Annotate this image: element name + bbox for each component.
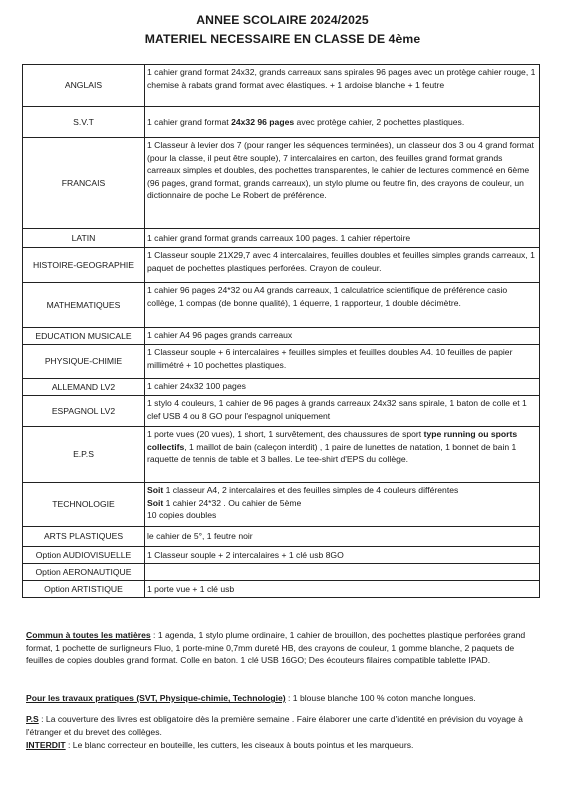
subject-cell: MATHEMATIQUES xyxy=(23,283,145,328)
supplies-cell: 1 porte vue + 1 clé usb xyxy=(145,581,540,598)
subject-cell: ALLEMAND LV2 xyxy=(23,379,145,396)
subject-cell: ESPAGNOL LV2 xyxy=(23,396,145,427)
table-row xyxy=(23,345,540,379)
subject-cell: ARTS PLASTIQUES xyxy=(23,527,145,547)
table-row xyxy=(23,107,540,138)
subject-cell: E.P.S xyxy=(23,427,145,483)
table-row xyxy=(23,527,540,547)
ps-note: P.S : La couverture des livres est obligatoire dès la première semaine . Faire élaborer une carte d'identité en prévision du voyage à l'étranger et du brevet des collèges. xyxy=(26,714,523,737)
supplies-cell: le cahier de 5°, 1 feutre noir xyxy=(145,527,540,547)
supplies-cell: 1 Classeur souple + 2 intercalaires + 1 clé usb 8GO xyxy=(145,547,540,564)
table-row xyxy=(23,283,540,328)
subject-cell: EDUCATION MUSICALE xyxy=(23,328,145,345)
table-row xyxy=(23,427,540,483)
table-row xyxy=(23,396,540,427)
table-row xyxy=(23,248,540,283)
subject-cell: S.V.T xyxy=(23,107,145,138)
supplies-cell: 1 cahier 24x32 100 pages xyxy=(145,379,540,396)
supplies-cell: 1 stylo 4 couleurs, 1 cahier de 96 pages à grands carreaux 24x32 sans spirale, 1 baton de colle et 1 clef USB 4 ou 8 GO pour l'espagnol uniquement xyxy=(145,396,540,427)
page-title: MATERIEL NECESSAIRE EN CLASSE DE 4ème xyxy=(144,32,421,46)
subject-cell: ANGLAIS xyxy=(23,65,145,107)
supplies-cell: 1 cahier grand format 24x32, grands carreaux sans spirales 96 pages avec un protège cahier rouge, 1 chemise à rabats grand format avec élastiques. + 1 ardoise blanche + 1 feutre xyxy=(145,65,540,107)
supplies-cell: Soit 1 classeur A4, 2 intercalaires et des feuilles simples de 4 couleurs différentes Soit 1 cahier 24*32 . Ou cahier de 5ème 10 copies doubles xyxy=(145,483,540,527)
forbidden-note: INTERDIT : Le blanc correcteur en bouteille, les cutters, les ciseaux à bouts pointus et les marqueurs. xyxy=(26,740,414,750)
subject-cell: TECHNOLOGIE xyxy=(23,483,145,527)
school-year-heading: ANNEE SCOLAIRE 2024/2025 xyxy=(196,13,369,27)
table-row xyxy=(23,547,540,564)
supplies-cell: 1 porte vues (20 vues), 1 short, 1 survêtement, des chaussures de sport type running ou sports collectifs, 1 maillot de bain (caleçon interdit) , 1 paire de lunettes de natation, 1 bonnet de bain 1 raquette de tennis de table et 3 balles. Le tee-shirt d'EPS du collège. xyxy=(145,427,540,483)
table-row xyxy=(23,564,540,581)
subject-cell: Option ARTISTIQUE xyxy=(23,581,145,598)
supplies-cell: 1 cahier grand format 24x32 96 pages avec protège cahier, 2 pochettes plastiques. xyxy=(145,107,540,138)
table-row xyxy=(23,483,540,527)
table-row xyxy=(23,65,540,107)
subject-cell: Option AERONAUTIQUE xyxy=(23,564,145,581)
table-row xyxy=(23,379,540,396)
supplies-cell: 1 Classeur souple 21X29,7 avec 4 intercalaires, feuilles doubles et feuilles simples grands carreaux, 1 paquet de pochettes plastiques perforées. Crayon de couleur. xyxy=(145,248,540,283)
subject-cell: PHYSIQUE-CHIMIE xyxy=(23,345,145,379)
table-row xyxy=(23,581,540,598)
table-row xyxy=(23,328,540,345)
subject-cell: HISTOIRE-GEOGRAPHIE xyxy=(23,248,145,283)
supplies-cell: 1 Classeur à levier dos 7 (pour ranger les séquences terminées), un classeur dos 3 ou 4 grand format (pour la classe, il peut être souple), 7 intercalaires en carton, des feuilles grand format grands carreaux simples et doubles, des pochettes transparentes, le cahier de lectures commencé en 6ème (96 pages, grand format, grands carreaux), un stylo plume ou feutre fin, des crayons de couleur, un dictionnaire de poche Le Robert de préférence. xyxy=(145,138,540,229)
common-supplies-note: Commun à toutes les matières : 1 agenda, 1 stylo plume ordinaire, 1 cahier de brouillon, des pochettes plastique perforées grand format, 1 pochette de surligneurs Fluo, 1 porte-mine 0,7mm dureté HB, des crayons de couleur, 1 gomme blanche, 2 paquets de feuilles de copies doubles grand format. Colle en baton. 1 clé USB 16GO; Des écouteurs filaires compatible tablette IPAD. xyxy=(26,630,526,666)
table-row xyxy=(23,229,540,248)
supplies-cell xyxy=(145,564,540,581)
subject-cell: FRANCAIS xyxy=(23,138,145,229)
supplies-cell: 1 cahier grand format grands carreaux 100 pages. 1 cahier répertoire xyxy=(145,229,540,248)
practical-work-note: Pour les travaux pratiques (SVT, Physique-chimie, Technologie) : 1 blouse blanche 100 % coton manche longues. xyxy=(26,693,476,703)
supplies-cell: 1 cahier 96 pages 24*32 ou A4 grands carreaux, 1 calculatrice scientifique de préférence casio collège, 1 compas (de bonne qualité), 1 équerre, 1 rapporteur, 1 double décimètre. xyxy=(145,283,540,328)
subject-cell: LATIN xyxy=(23,229,145,248)
supplies-cell: 1 Classeur souple + 6 intercalaires + feuilles simples et feuilles doubles A4. 10 feuilles de papier millimétré + 10 pochettes plastiques. xyxy=(145,345,540,379)
supplies-table xyxy=(22,64,540,598)
subject-cell: Option AUDIOVISUELLE xyxy=(23,547,145,564)
supplies-cell: 1 cahier A4 96 pages grands carreaux xyxy=(145,328,540,345)
table-row xyxy=(23,138,540,229)
